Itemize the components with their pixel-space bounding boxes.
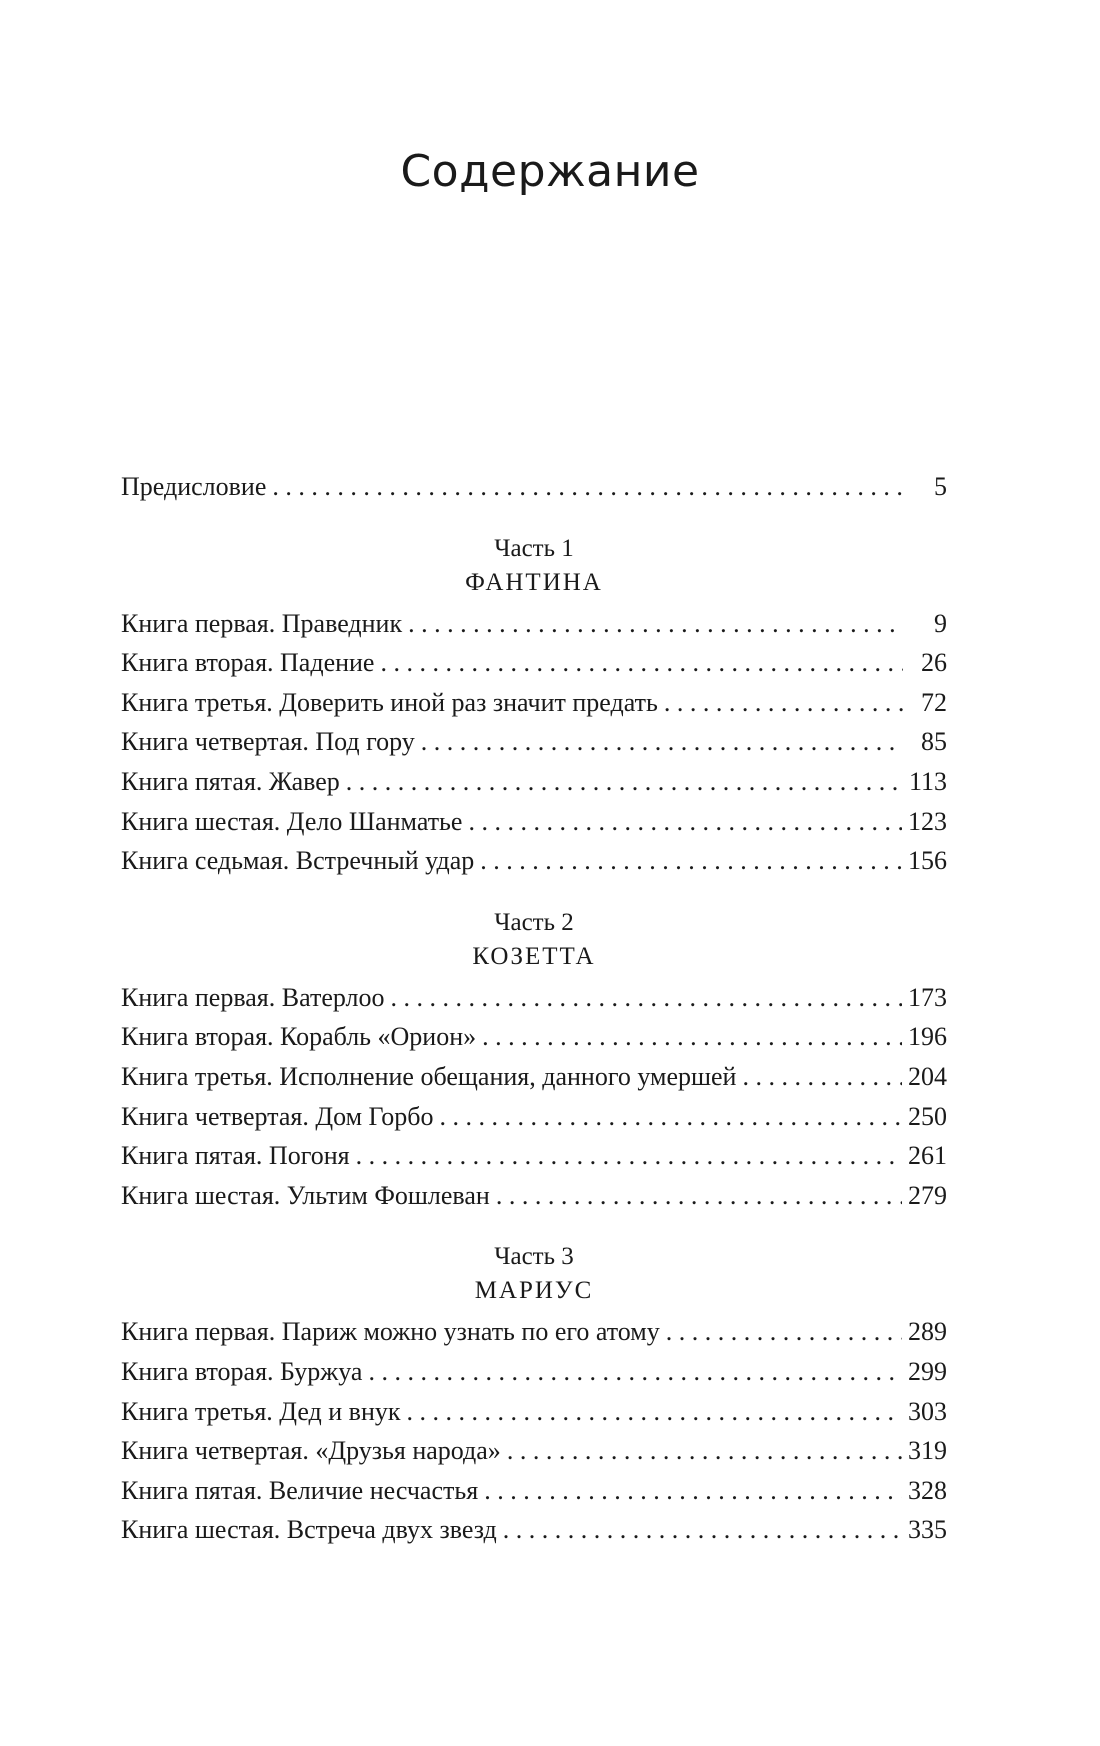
toc-entry-title: Книга первая. Париж можно узнать по его атому: [121, 1317, 660, 1347]
dot-leader: [368, 1352, 902, 1392]
toc-entry[interactable]: [121, 1136, 947, 1176]
toc-entry-title: Книга пятая. Жавер: [121, 766, 340, 796]
dot-leader: [468, 802, 902, 842]
toc-entry-title: Книга седьмая. Встречный удар: [121, 846, 475, 876]
toc-entry[interactable]: [121, 762, 947, 802]
toc-entry-title: Книга пятая. Величие несчастья: [121, 1475, 479, 1505]
toc-entry[interactable]: [121, 722, 947, 762]
dot-leader: [742, 1057, 902, 1097]
dot-leader: [272, 467, 903, 507]
toc-entry-page: 303: [908, 1396, 947, 1426]
part-heading: [121, 906, 947, 974]
toc-entry-title: Предисловие: [121, 472, 267, 501]
toc-entry[interactable]: [121, 1510, 947, 1550]
toc-entry-title: Книга вторая. Корабль «Орион»: [121, 1022, 477, 1052]
part-number: Часть 3: [494, 1243, 574, 1271]
toc-entry-page: 289: [908, 1317, 947, 1347]
toc-entry[interactable]: [121, 1097, 947, 1137]
toc-entry[interactable]: [121, 643, 947, 683]
part-heading: [121, 532, 947, 600]
page-title: Содержание: [400, 146, 700, 197]
dot-leader: [356, 1136, 902, 1176]
dot-leader: [346, 762, 903, 802]
toc-entry[interactable]: [121, 841, 947, 881]
toc-entry-page: 5: [934, 472, 947, 501]
toc-entry-page: 279: [908, 1180, 947, 1210]
dot-leader: [391, 978, 902, 1018]
part-name: ФАНТИНА: [465, 568, 603, 596]
toc-entry[interactable]: [121, 978, 947, 1018]
toc-entry[interactable]: [121, 1471, 947, 1511]
toc-entry[interactable]: [121, 1312, 947, 1352]
part-heading: [121, 1240, 947, 1308]
toc-entry-page: 319: [908, 1436, 947, 1466]
toc-entry[interactable]: [121, 1352, 947, 1392]
toc-entry-page: 123: [908, 806, 947, 836]
toc-entry[interactable]: [121, 683, 947, 723]
toc-entry-title: Книга первая. Ватерлоо: [121, 982, 385, 1012]
dot-leader: [407, 1392, 903, 1432]
toc-entry-page: 72: [921, 687, 947, 717]
dot-leader: [408, 604, 903, 644]
toc-entry-title: Книга третья. Дед и внук: [121, 1396, 401, 1426]
part-name: КОЗЕТТА: [472, 942, 596, 970]
dot-leader: [503, 1510, 902, 1550]
toc-entry-page: 299: [908, 1356, 947, 1386]
toc-entry-title: Книга вторая. Буржуа: [121, 1356, 363, 1386]
dot-leader: [482, 1017, 902, 1057]
toc-entry-page: 173: [908, 982, 947, 1012]
dot-leader: [664, 683, 903, 723]
toc-entry-page: 26: [921, 648, 947, 678]
toc-entry-page: 204: [908, 1061, 947, 1091]
toc-entry-title: Книга пятая. Погоня: [121, 1141, 350, 1171]
dot-leader: [666, 1312, 902, 1352]
toc-entry-preface[interactable]: [121, 467, 947, 507]
toc-entry-page: 9: [934, 608, 947, 638]
toc-entry[interactable]: [121, 1431, 947, 1471]
toc-entry-title: Книга четвертая. Дом Горбо: [121, 1101, 434, 1131]
toc-entry-page: 328: [908, 1475, 947, 1505]
toc-entry-page: 196: [908, 1022, 947, 1052]
toc-entry[interactable]: [121, 604, 947, 644]
toc-entry-page: 113: [908, 766, 947, 796]
part-number: Часть 2: [494, 908, 574, 936]
toc-entry-page: 250: [908, 1101, 947, 1131]
table-of-contents: [121, 467, 947, 1550]
toc-entry[interactable]: [121, 1057, 947, 1097]
toc-entry-title: Книга вторая. Падение: [121, 648, 375, 678]
dot-leader: [480, 841, 902, 881]
toc-entry-title: Книга шестая. Ультим Фошлеван: [121, 1180, 490, 1210]
toc-entry-title: Книга четвертая. «Друзья народа»: [121, 1436, 501, 1466]
toc-entry-page: 156: [908, 846, 947, 876]
toc-entry[interactable]: [121, 1017, 947, 1057]
toc-entry-title: Книга первая. Праведник: [121, 608, 403, 638]
toc-entry-title: Книга третья. Доверить иной раз значит предать: [121, 687, 658, 717]
toc-entry-title: Книга третья. Исполнение обещания, данного умершей: [121, 1061, 737, 1091]
toc-entry-title: Книга шестая. Встреча двух звезд: [121, 1515, 497, 1545]
toc-entry[interactable]: [121, 1392, 947, 1432]
dot-leader: [484, 1471, 902, 1511]
part-name: МАРИУС: [474, 1277, 594, 1305]
toc-entry[interactable]: [121, 1176, 947, 1216]
toc-entry-title: Книга шестая. Дело Шанматье: [121, 806, 463, 836]
dot-leader: [440, 1097, 902, 1137]
toc-entry-page: 335: [908, 1515, 947, 1545]
toc-entry-title: Книга четвертая. Под гору: [121, 727, 415, 757]
part-number: Часть 1: [494, 534, 574, 562]
dot-leader: [507, 1431, 902, 1471]
toc-entry-page: 261: [908, 1141, 947, 1171]
toc-entry[interactable]: [121, 802, 947, 842]
toc-entry-page: 85: [921, 727, 947, 757]
dot-leader: [496, 1176, 902, 1216]
dot-leader: [380, 643, 903, 683]
dot-leader: [421, 722, 903, 762]
